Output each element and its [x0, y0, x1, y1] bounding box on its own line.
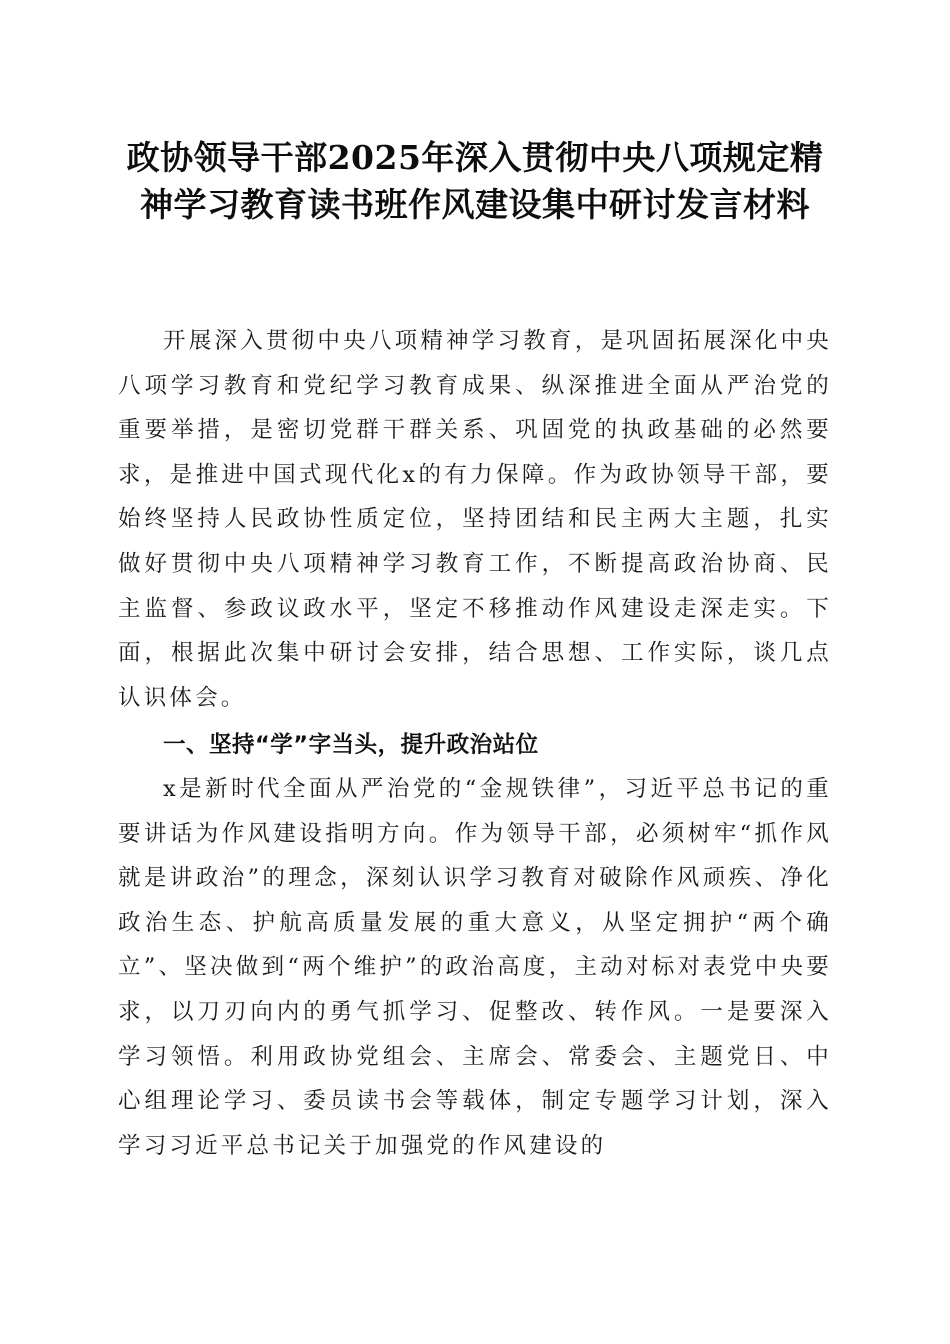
intro-paragraph: 开展深入贯彻中央八项精神学习教育，是巩固拓展深化中央八项学习教育和党纪学习教育成果、纵深推进全面从严治党的重要举措，是密切党群干群关系、巩固党的执政基础的必然要求，是推进中国式现代化x的有力保障。作为政协领导干部，要始终坚持人民政协性质定位，坚持团结和民主两大主题，扎实做好贯彻中央八项精神学习教育工作，不断提高政治协商、民主监督、参政议政水平，坚定不移推动作风建设走深走实。下面，根据此次集中研讨会安排，结合思想、工作实际，谈几点认识体会。	[118, 328, 832, 711]
document-title: 政协领导干部2025年深入贯彻中央八项规定精神学习教育读书班作风建设集中研讨发言材料	[126, 138, 824, 224]
section-heading: 一、坚持“学”字当头，提升政治站位	[163, 732, 539, 758]
section-paragraph: x是新时代全面从严治党的“金规铁律”，习近平总书记的重要讲话为作风建设指明方向。作为领导干部，必须树牢“抓作风就是讲政治”的理念，深刻认识学习教育对破除作风顽疾、净化政治生态、护航高质量发展的重大意义，从坚定拥护“两个确立”、坚决做到“两个维护”的政治高度，主动对标对表党中央要求，以刀刃向内的勇气抓学习、促整改、转作风。一是要深入学习领悟。利用政协党组会、主席会、常委会、主题党日、中心组理论学习、委员读书会等载体，制定专题学习计划，深入学习习近平总书记关于加强党的作风建设的	[118, 776, 832, 1159]
